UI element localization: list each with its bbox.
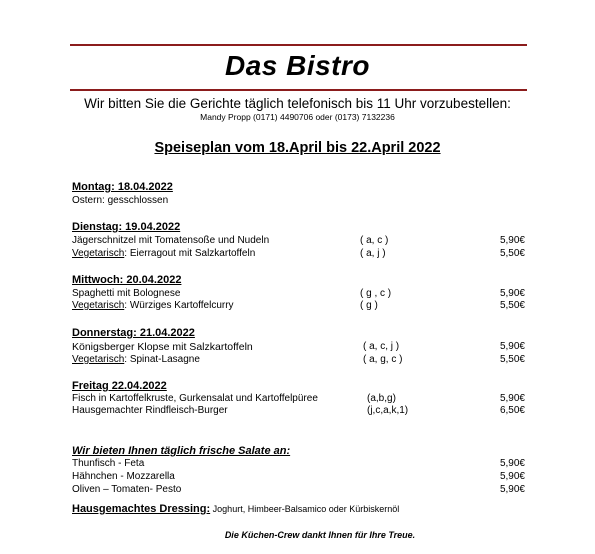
salad-item-price: 5,90€: [499, 484, 525, 495]
menu-item-name: : Eierragout mit Salzkartoffeln: [124, 248, 256, 259]
allergen-codes: ( a, g, c ): [363, 354, 403, 365]
menu-item-price: 5,90€: [499, 288, 525, 299]
day-heading-tuesday: Dienstag: 19.04.2022: [72, 221, 181, 233]
allergen-codes: (j,c,a,k,1): [367, 405, 409, 416]
day-heading-friday: Freitag 22.04.2022: [72, 380, 167, 392]
menu-item-price: 5,90€: [499, 393, 525, 404]
vegetarian-label: Vegetarisch: [72, 354, 125, 365]
menu-item-name: Jägerschnitzel mit Tomatensoße und Nudeln: [72, 235, 270, 246]
menu-item-name: Spaghetti mit Bolognese: [72, 288, 181, 299]
menu-item-price: 5,50€: [499, 248, 525, 259]
allergen-codes: ( a, j ): [360, 248, 386, 259]
menu-item-name: Fisch in Kartoffelkruste, Gurkensalat und Kartoffelpüree: [72, 393, 318, 404]
dressing-line: [72, 503, 399, 515]
vegetarian-label: Vegetarisch: [72, 300, 125, 311]
salad-item-price: 5,90€: [499, 458, 525, 469]
menu-item-vegetarian: [72, 300, 234, 311]
dressing-label: Hausgemachtes Dressing:: [72, 503, 211, 515]
vegetarian-label: Vegetarisch: [72, 248, 125, 259]
bottom-rule: [70, 89, 527, 91]
thanks-note: Die Küchen-Crew dankt Ihnen für Ihre Treue.: [224, 530, 416, 540]
allergen-codes: ( g ): [360, 300, 378, 311]
salad-item-name: Thunfisch - Feta: [72, 458, 145, 469]
menu-item-price: 5,90€: [499, 235, 525, 246]
page-title: Das Bistro: [224, 50, 371, 81]
day-heading-thursday: Donnerstag: 21.04.2022: [72, 327, 195, 339]
day-heading-wednesday: Mittwoch: 20.04.2022: [72, 274, 182, 286]
salad-item-name: Oliven – Tomaten- Pesto: [72, 484, 182, 495]
menu-item-name: Ostern: gesschlossen: [72, 195, 169, 206]
allergen-codes: ( g , c ): [360, 288, 392, 299]
order-notice: Wir bitten Sie die Gerichte täglich telefonisch bis 11 Uhr vorzubestellen:: [84, 96, 511, 111]
menu-item-vegetarian: [72, 354, 200, 365]
menu-item-name: : Würziges Kartoffelcurry: [124, 300, 234, 311]
dressing-options: Joghurt, Himbeer-Balsamico oder Kürbiskernöl: [210, 504, 400, 514]
salads-heading: Wir bieten Ihnen täglich frische Salate an:: [72, 445, 291, 457]
salad-item-name: Hähnchen - Mozzarella: [72, 471, 175, 482]
menu-item-name: : Spinat-Lasagne: [124, 354, 200, 365]
contact-info: Mandy Propp (0171) 4490706 oder (0173) 7132236: [200, 112, 395, 122]
allergen-codes: (a,b,g): [367, 393, 396, 404]
menu-item-name: Königsberger Klopse mit Salzkartoffeln: [72, 341, 253, 353]
menu-item-name: Hausgemachter Rindfleisch-Burger: [72, 405, 228, 416]
allergen-codes: ( a, c, j ): [363, 341, 400, 352]
salad-item-price: 5,90€: [499, 471, 525, 482]
allergen-codes: ( a, c ): [360, 235, 389, 246]
menu-item-price: 5,90€: [499, 341, 525, 352]
menu-item-price: 5,50€: [499, 300, 525, 311]
menu-item-price: 5,50€: [499, 354, 525, 365]
top-rule: [70, 44, 527, 46]
menu-item-price: 6,50€: [499, 405, 525, 416]
menu-plan-title: Speiseplan vom 18.April bis 22.April 2022: [154, 140, 441, 156]
day-heading-monday: Montag: 18.04.2022: [72, 181, 173, 193]
menu-item-vegetarian: [72, 248, 255, 259]
